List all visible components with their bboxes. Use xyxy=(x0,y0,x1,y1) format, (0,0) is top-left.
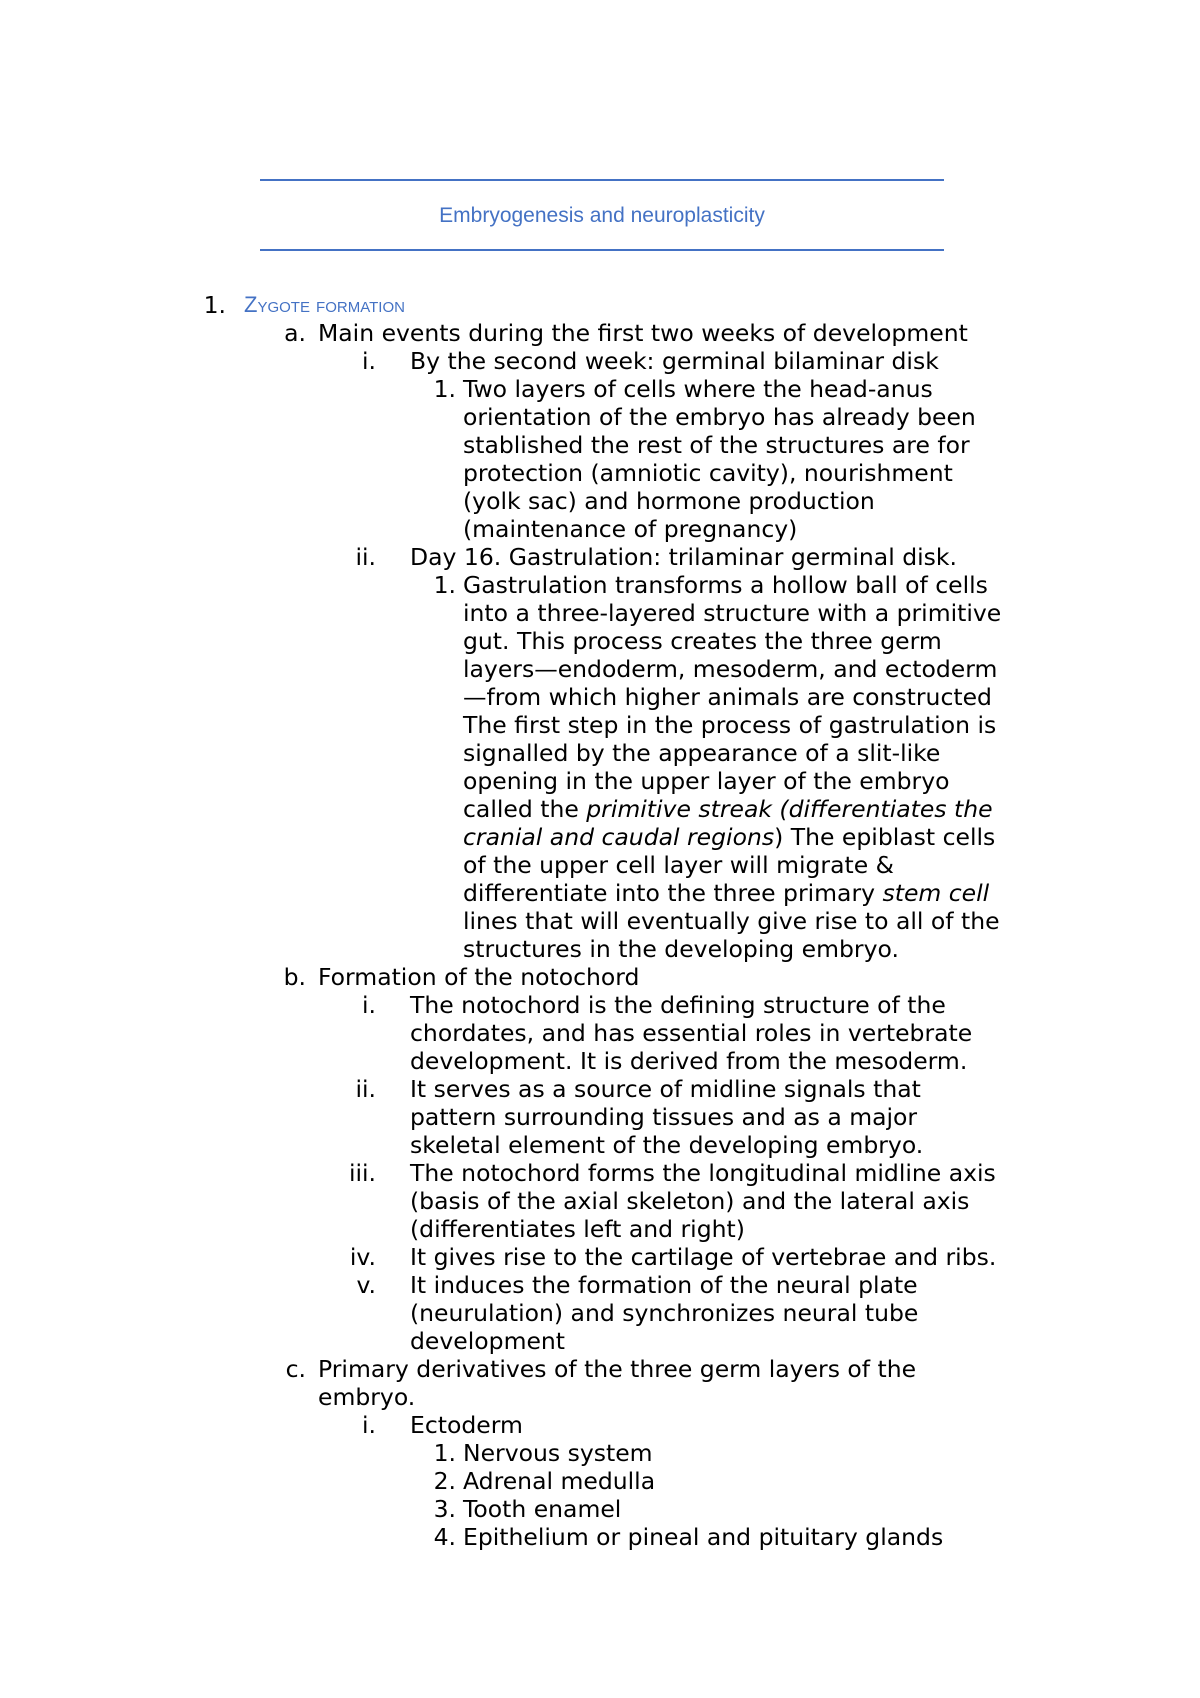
item-b-iv-marker: iv. xyxy=(349,1243,376,1271)
ectoderm-item-marker: 3. xyxy=(433,1495,456,1523)
item-c-marker: c. xyxy=(285,1355,306,1383)
item-a-i-1-line: stablished the rest of the structures are for xyxy=(463,431,970,459)
item-b-v-line: (neurulation) and synchronizes neural tube xyxy=(410,1299,919,1327)
item-b-marker: b. xyxy=(283,963,306,991)
item-b-iii-line: (differentiates left and right) xyxy=(410,1215,745,1243)
item-a-ii-1-line: structures in the developing embryo. xyxy=(463,935,899,963)
item-a-i-1-line: Two layers of cells where the head-anus xyxy=(463,375,933,403)
ectoderm-item: Tooth enamel xyxy=(463,1495,622,1523)
item-b-ii-marker: ii. xyxy=(355,1075,376,1103)
item-a-i-1-marker: 1. xyxy=(433,375,456,403)
ectoderm-item-marker: 2. xyxy=(433,1467,456,1495)
ectoderm-item: Nervous system xyxy=(463,1439,653,1467)
ectoderm-item: Epithelium or pineal and pituitary glands xyxy=(463,1523,944,1551)
item-b-ii-line: skeletal element of the developing embryo. xyxy=(410,1131,924,1159)
item-a-ii-1-line: Gastrulation transforms a hollow ball of cells xyxy=(463,571,988,599)
item-a-ii-1-line: opening in the upper layer of the embryo xyxy=(463,767,950,795)
italic-term: cranial and caudal regions xyxy=(463,823,775,851)
item-b-v-line: development xyxy=(410,1327,566,1355)
item-b-i-line: The notochord is the defining structure of the xyxy=(410,991,946,1019)
item-a-ii-1-line: The first step in the process of gastrulation is xyxy=(463,711,997,739)
item-b-iii-line: (basis of the axial skeleton) and the lateral axis xyxy=(410,1187,970,1215)
item-b-i-marker: i. xyxy=(362,991,376,1019)
item-a-i-text: By the second week: germinal bilaminar disk xyxy=(410,347,939,375)
item-c-line: Primary derivatives of the three germ layers of the xyxy=(318,1355,917,1383)
ectoderm-item: Adrenal medulla xyxy=(463,1467,656,1495)
item-a-ii-1-line: of the upper cell layer will migrate & xyxy=(463,851,894,879)
item-b-iii-line: The notochord forms the longitudinal midline axis xyxy=(410,1159,996,1187)
item-b-v-marker: v. xyxy=(356,1271,376,1299)
title-top-rule xyxy=(260,179,944,181)
section-1-marker: 1. xyxy=(203,291,226,319)
item-b-iv-line: It gives rise to the cartilage of vertebrae and ribs. xyxy=(410,1243,997,1271)
item-b-ii-line: It serves as a source of midline signals that xyxy=(410,1075,921,1103)
item-a-ii-text: Day 16. Gastrulation: trilaminar germinal disk. xyxy=(410,543,957,571)
italic-term: stem cell xyxy=(882,879,990,907)
item-a-i-1-line: protection (amniotic cavity), nourishment xyxy=(463,459,953,487)
item-a-marker: a. xyxy=(284,319,306,347)
ectoderm-item-marker: 1. xyxy=(433,1439,456,1467)
item-a-text: Main events during the first two weeks of development xyxy=(318,319,968,347)
item-a-i-1-line: (yolk sac) and hormone production xyxy=(463,487,875,515)
ectoderm-item-marker: 4. xyxy=(433,1523,456,1551)
item-a-ii-1-line: gut. This process creates the three germ xyxy=(463,627,942,655)
section-1-heading: Zygote formation xyxy=(244,292,405,317)
item-b-i-line: development. It is derived from the mesoderm. xyxy=(410,1047,968,1075)
item-a-ii-1-line: signalled by the appearance of a slit-like xyxy=(463,739,941,767)
text-segment: called the xyxy=(463,795,587,823)
item-c-line: embryo. xyxy=(318,1383,416,1411)
item-a-ii-1-line: lines that will eventually give rise to all of the xyxy=(463,907,1000,935)
text-segment: differentiate into the three primary xyxy=(463,879,883,907)
item-b-v-line: It induces the formation of the neural plate xyxy=(410,1271,918,1299)
item-b-ii-line: pattern surrounding tissues and as a major xyxy=(410,1103,918,1131)
item-a-i-1-line: orientation of the embryo has already been xyxy=(463,403,976,431)
item-a-ii-1-line: layers—endoderm, mesoderm, and ectoderm xyxy=(463,655,998,683)
item-c-i-marker: i. xyxy=(362,1411,376,1439)
item-a-i-marker: i. xyxy=(362,347,376,375)
title-bottom-rule xyxy=(260,249,944,251)
item-a-ii-marker: ii. xyxy=(355,543,376,571)
item-c-i-text: Ectoderm xyxy=(410,1411,523,1439)
italic-term: primitive streak (differentiates the xyxy=(586,795,993,823)
item-a-ii-1-line xyxy=(463,879,989,907)
item-a-ii-1-line xyxy=(463,795,993,823)
text-segment: ) The epiblast cells xyxy=(774,823,996,851)
item-b-text: Formation of the notochord xyxy=(318,963,640,991)
item-b-iii-marker: iii. xyxy=(348,1159,376,1187)
document-title: Embryogenesis and neuroplasticity xyxy=(439,204,765,227)
item-b-i-line: chordates, and has essential roles in vertebrate xyxy=(410,1019,973,1047)
item-a-ii-1-line xyxy=(463,823,995,851)
item-a-ii-1-marker: 1. xyxy=(433,571,456,599)
item-a-ii-1-line: —from which higher animals are constructed xyxy=(463,683,992,711)
item-a-i-1-line: (maintenance of pregnancy) xyxy=(463,515,798,543)
item-a-ii-1-line: into a three-layered structure with a primitive xyxy=(463,599,1002,627)
